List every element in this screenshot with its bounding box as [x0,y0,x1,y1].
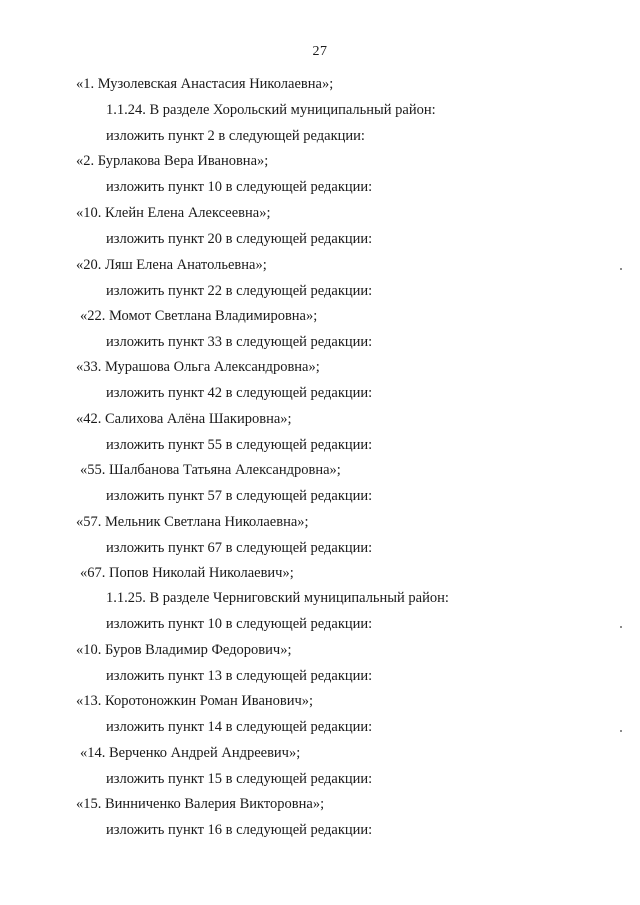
instruction-line: изложить пункт 22 в следующей редакции: [106,283,373,299]
instruction-line: изложить пункт 15 в следующей редакции: [106,771,373,787]
page-number: 27 [312,44,328,59]
list-item: «10. Клейн Елена Алексеевна»; [76,205,271,221]
list-item: «15. Винниченко Валерия Викторовна»; [76,796,325,812]
list-item: «14. Верченко Андрей Андреевич»; [80,745,301,761]
list-item: «33. Мурашова Ольга Александровна»; [76,359,320,375]
list-item: «20. Ляш Елена Анатольевна»; [76,257,267,273]
instruction-line: изложить пункт 67 в следующей редакции: [106,540,373,556]
list-item: «22. Момот Светлана Владимировна»; [80,308,318,324]
instruction-line: изложить пункт 42 в следующей редакции: [106,385,373,401]
instruction-line: изложить пункт 57 в следующей редакции: [106,488,373,504]
scan-speck [620,730,622,732]
list-item: «55. Шалбанова Татьяна Александровна»; [80,462,341,478]
list-item: «13. Коротоножкин Роман Иванович»; [76,693,314,709]
instruction-line: изложить пункт 33 в следующей редакции: [106,334,373,350]
list-item: «42. Салихова Алёна Шакировна»; [76,411,292,427]
instruction-line: изложить пункт 2 в следующей редакции: [106,128,365,144]
instruction-line: изложить пункт 13 в следующей редакции: [106,668,373,684]
instruction-line: изложить пункт 10 в следующей редакции: [106,179,373,195]
scan-speck [620,268,622,270]
list-item: «10. Буров Владимир Федорович»; [76,642,292,658]
instruction-line: изложить пункт 16 в следующей редакции: [106,822,373,838]
instruction-line: изложить пункт 55 в следующей редакции: [106,437,373,453]
list-item: «67. Попов Николай Николаевич»; [80,565,294,581]
section-heading: 1.1.24. В разделе Хорольский муниципальный район: [106,102,436,118]
list-item: «57. Мельник Светлана Николаевна»; [76,514,309,530]
scan-speck [620,626,622,628]
instruction-line: изложить пункт 14 в следующей редакции: [106,719,373,735]
instruction-line: изложить пункт 10 в следующей редакции: [106,616,373,632]
list-item: «2. Бурлакова Вера Ивановна»; [76,153,269,169]
list-item: «1. Музолевская Анастасия Николаевна»; [76,76,334,92]
instruction-line: изложить пункт 20 в следующей редакции: [106,231,373,247]
section-heading: 1.1.25. В разделе Черниговский муниципальный район: [106,590,449,606]
